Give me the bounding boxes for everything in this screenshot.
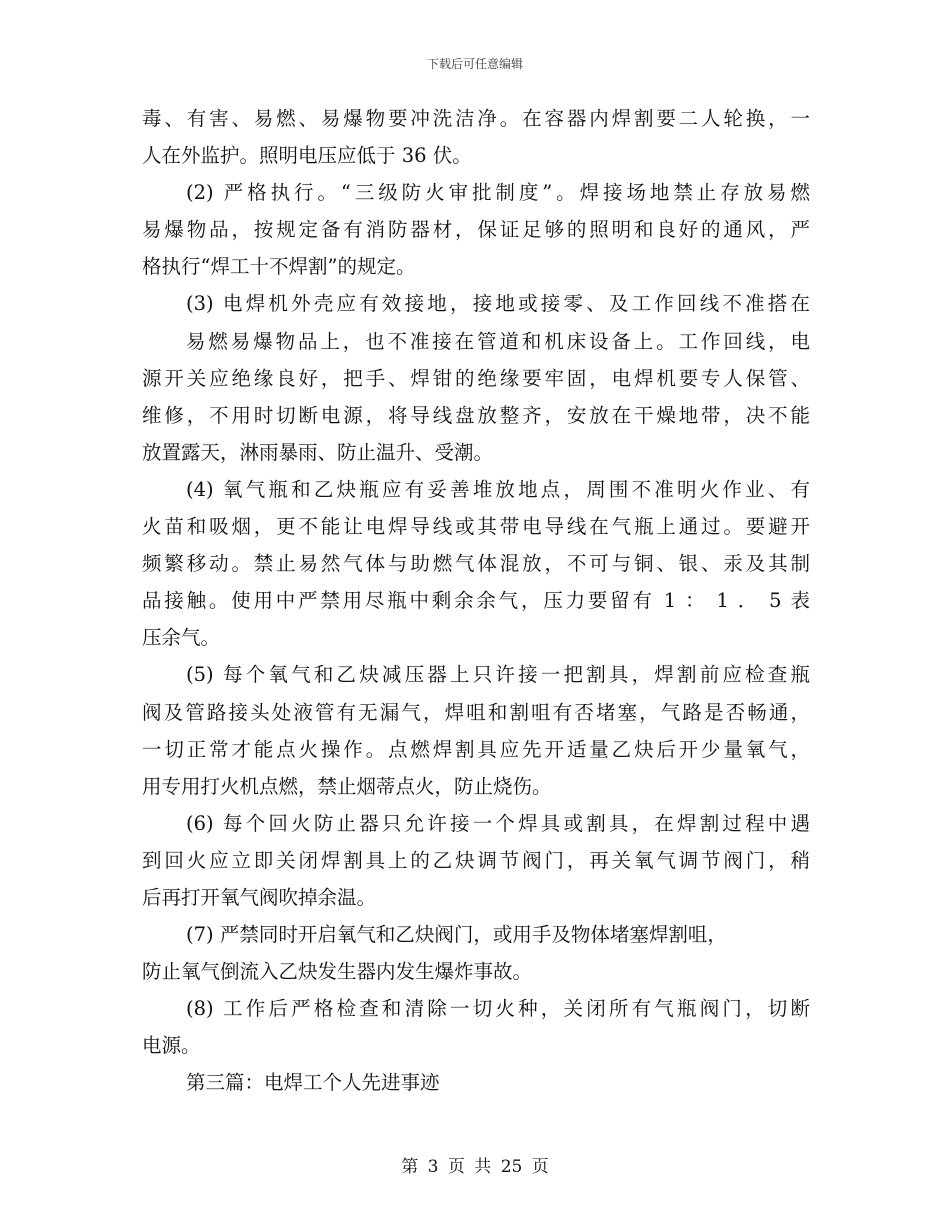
text-line: 人在外监护。照明电压应低于 36 伏。 (142, 144, 472, 168)
text-line: 电源。 (142, 1034, 201, 1058)
text-line: 格执行“焊工十不焊割”的规定。 (142, 255, 416, 279)
text-line: 放置露天，淋雨暴雨、防止温升、受潮。 (142, 440, 494, 464)
page-header: 下载后可任意编辑 (426, 57, 523, 71)
text-line: 到回火应立即关闭焊割具上的乙炔调节阀门，再关氧气调节阀门，稍 (142, 848, 810, 872)
text-line: 频繁移动。禁止易然气体与助燃气体混放，不可与铜、银、汞及其制 (142, 552, 810, 576)
text-line: 一切正常才能点火操作。点燃焊割具应先开适量乙炔后开少量氧气， (142, 737, 810, 761)
text-line: 易爆物品，按规定备有消防器材，保证足够的照明和良好的通风，严 (142, 218, 810, 242)
paragraph-8-start: (8) 工作后严格检查和清除一切火种，关闭所有气瓶阀门，切断 (186, 997, 810, 1021)
paragraph-4-start: (4) 氧气瓶和乙炔瓶应有妥善堆放地点，周围不准明火作业、有 (186, 477, 810, 501)
text-line: 易燃易爆物品上，也不准接在管道和机床设备上。工作回线，电 (186, 329, 810, 353)
paragraph-3-start: (3) 电焊机外壳应有效接地，接地或接零、及工作回线不准搭在 (186, 292, 810, 316)
text-line: 品接触。使用中严禁用尽瓶中剩余余气，压力要留有 1 ： 1 ． 5 表 (142, 589, 810, 613)
page-number-footer: 第 3 页 共 25 页 (401, 1157, 549, 1177)
text-line: 阀及管路接头处液管有无漏气，焊咀和割咀有否堵塞，气路是否畅通， (142, 700, 810, 724)
paragraph-2-start: (2) 严格执行。“三级防火审批制度”。焊接场地禁止存放易燃 (186, 181, 810, 205)
paragraph-6-start: (6) 每个回火防止器只允许接一个焊具或割具，在焊割过程中遇 (186, 811, 810, 835)
text-line: 防止氧气倒流入乙炔发生器内发生爆炸事故。 (142, 960, 533, 984)
document-body (142, 100, 810, 1102)
section-heading: 第三篇：电焊工个人先进事迹 (186, 1071, 440, 1095)
text-line: 维修，不用时切断电源，将导线盘放整齐，安放在干燥地带，决不能 (142, 403, 810, 427)
text-line: 火苗和吸烟，更不能让电焊导线或其带电导线在气瓶上通过。要避开 (142, 515, 810, 539)
paragraph-7-start: (7) 严禁同时开启氧气和乙炔阀门，或用手及物体堵塞焊割咀， (186, 923, 727, 947)
text-line: 压余气。 (142, 626, 221, 650)
text-line: 毒、有害、易燃、易爆物要冲洗洁净。在容器内焊割要二人轮换，一 (142, 107, 810, 130)
text-line: 后再打开氧气阀吹掉余温。 (142, 885, 377, 909)
text-line: 用专用打火机点燃，禁止烟蒂点火，防止烧伤。 (142, 774, 552, 798)
paragraph-5-start: (5) 每个氧气和乙炔减压器上只许接一把割具，焊割前应检查瓶 (186, 663, 810, 687)
text-line: 源开关应绝缘良好，把手、焊钳的绝缘要牢固，电焊机要专人保管、 (142, 366, 810, 390)
